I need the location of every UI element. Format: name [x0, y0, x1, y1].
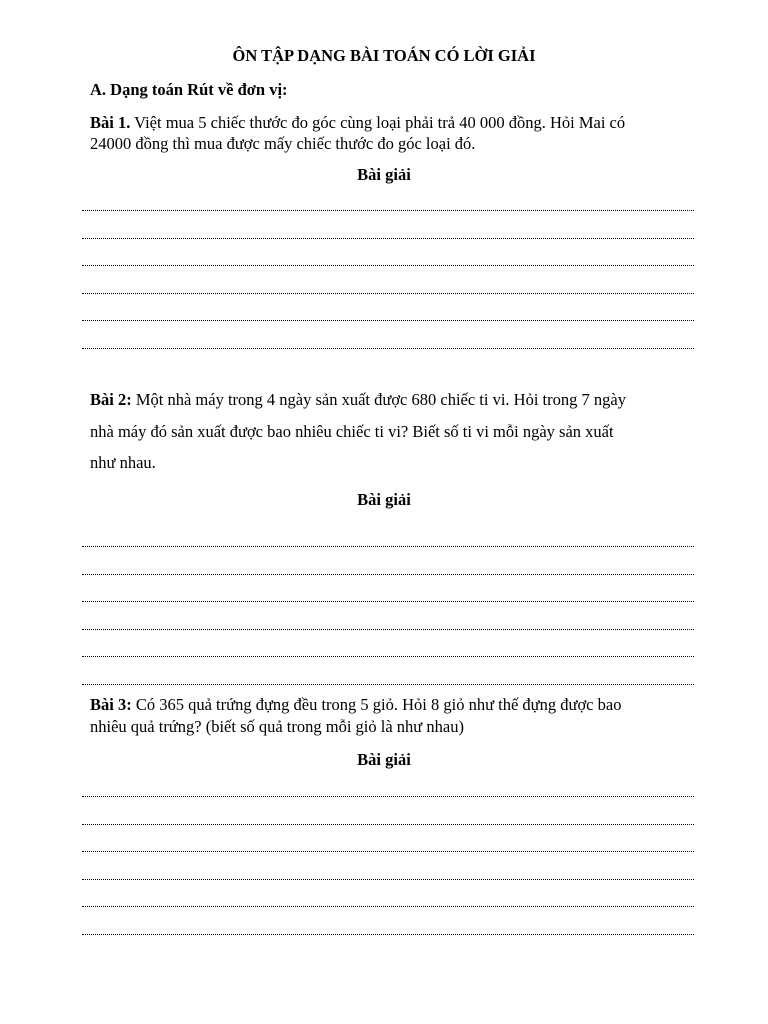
problem-3-line-1 [90, 694, 690, 716]
answer-line[interactable] [82, 265, 694, 266]
solution-heading-1: Bài giải [357, 165, 411, 184]
answer-line[interactable] [82, 546, 694, 547]
problem-2-line-1 [90, 384, 690, 416]
problem-1-label: Bài 1. [90, 113, 131, 132]
problem-3-text-2: nhiêu quả trứng? (biết số quả trong mỗi giỏ là như nhau) [90, 717, 464, 736]
answer-line[interactable] [82, 320, 694, 321]
problem-2-text-3: như nhau. [90, 453, 156, 472]
solution-heading-3: Bài giải [357, 750, 411, 769]
problem-2 [90, 384, 690, 479]
answer-line[interactable] [82, 934, 694, 935]
problem-1-text-1: Việt mua 5 chiếc thước đo góc cùng loại phải trả 40 000 đồng. Hỏi Mai có [130, 113, 626, 132]
problem-2-label: Bài 2: [90, 390, 132, 409]
answer-line[interactable] [82, 629, 694, 630]
problem-1-text-2: 24000 đồng thì mua được mấy chiếc thước đo góc loại đó. [90, 134, 476, 153]
answer-line[interactable] [82, 684, 694, 685]
answer-line[interactable] [82, 824, 694, 825]
problem-3 [90, 694, 690, 738]
problem-1 [90, 112, 690, 154]
answer-line[interactable] [82, 574, 694, 575]
answer-line[interactable] [82, 656, 694, 657]
solution-heading-2: Bài giải [357, 490, 411, 509]
answer-line[interactable] [82, 879, 694, 880]
answer-line[interactable] [82, 210, 694, 211]
answer-line[interactable] [82, 601, 694, 602]
page-title: ÔN TẬP DẠNG BÀI TOÁN CÓ LỜI GIẢI [232, 46, 536, 65]
answer-line[interactable] [82, 238, 694, 239]
answer-line[interactable] [82, 906, 694, 907]
answer-line[interactable] [82, 293, 694, 294]
answer-line[interactable] [82, 851, 694, 852]
problem-2-text-1: Một nhà máy trong 4 ngày sản xuất được 680 chiếc ti vi. Hỏi trong 7 ngày [131, 390, 626, 409]
section-heading: A. Dạng toán Rút về đơn vị: [90, 80, 288, 99]
problem-3-text-1: Có 365 quả trứng đựng đều trong 5 giỏ. Hỏi 8 giỏ như thế đựng được bao [131, 695, 622, 714]
answer-line[interactable] [82, 348, 694, 349]
problem-1-line-1 [90, 112, 690, 133]
answer-line[interactable] [82, 796, 694, 797]
problem-2-text-2: nhà máy đó sản xuất được bao nhiêu chiếc ti vi? Biết số ti vi mỗi ngày sản xuất [90, 421, 614, 441]
problem-3-label: Bài 3: [90, 695, 132, 714]
